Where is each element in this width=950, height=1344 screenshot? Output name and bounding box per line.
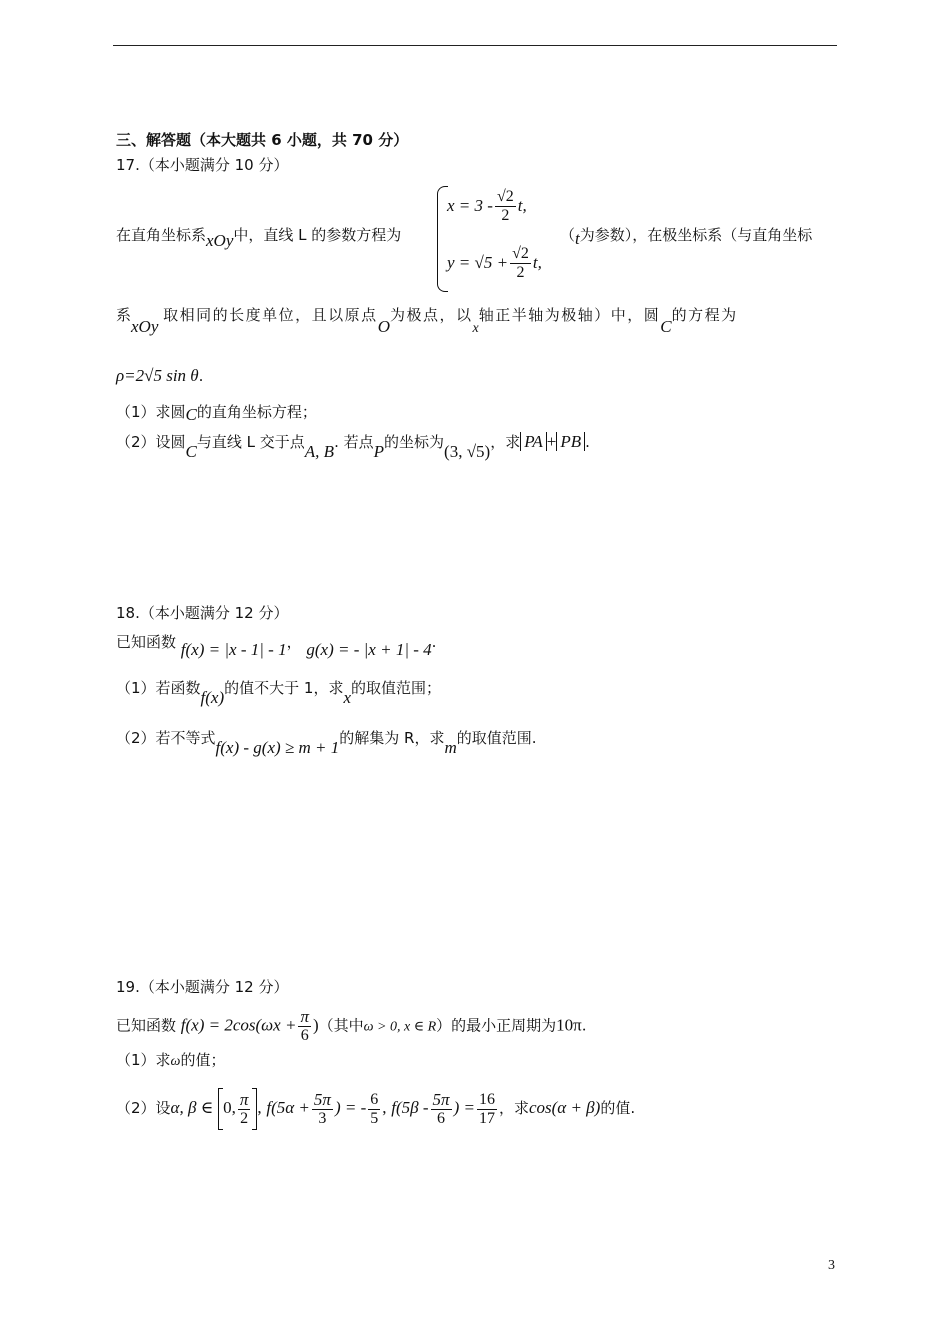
q19-part2: （2）设α, β ∈ 0, $\frac{\pi}{2}$ , f(5α + $\frac{5\pi}{3}$ ) = - $\frac{6}{5}$ , f(5β - $\frac{5\pi}{6}$ ) = $\frac{16}{17}$ ，求cos(α + β)的值. [116,1088,635,1130]
q17-polar-eq: ρ=2√5 sin θ. [116,366,204,385]
param-eq-x: x = 3 - $\frac{√2}{2}$ t, [447,188,527,224]
q17-part2: （2）设圆C与直线 L 交于点A, B. 若点P的坐标为(3, √5)，求 PA + PB . [116,432,590,461]
q19-header: 19.（本小题满分 12 分） [116,978,289,996]
q19-part1: （1）求ω的值； [116,1051,226,1069]
q17-line1: 在直角坐标系xOy中，直线 L 的参数方程为 [116,226,402,250]
q18-part1: （1）若函数f(x)的值不大于 1，求x的取值范围； [116,679,442,707]
q17-part1: （1）求圆C的直角坐标方程； [116,403,317,424]
q18-header: 18.（本小题满分 12 分） [116,604,289,622]
param-eq-y: y = √5 + $\frac{√2}{2}$ t, [447,245,542,281]
q18-line1: 已知函数 f(x) = |x - 1| - 1， g(x) = - |x + 1| - 4. [116,633,437,659]
q17-line2: 系xOy 取相同的长度单位，且以原点O为极点，以x轴正半轴为极轴）中，圆C的方程为 [116,306,738,336]
q17-header: 17.（本小题满分 10 分） [116,156,289,174]
q18-part2: （2）若不等式f(x) - g(x) ≥ m + 1的解集为 R，求m的取值范围. [116,729,537,757]
q19-line1: 已知函数 f(x) = 2cos(ωx + $\frac{\pi}{6}$ )（其中ω > 0, x ∈ R）的最小正周期为10π. [116,1007,587,1044]
header-rule [113,45,837,46]
page-number: 3 [828,1258,835,1273]
q17-line1-right: （t为参数），在极坐标系（与直角坐标 [560,226,813,248]
section-title: 三、解答题（本大题共 6 小题，共 70 分） [116,131,409,149]
